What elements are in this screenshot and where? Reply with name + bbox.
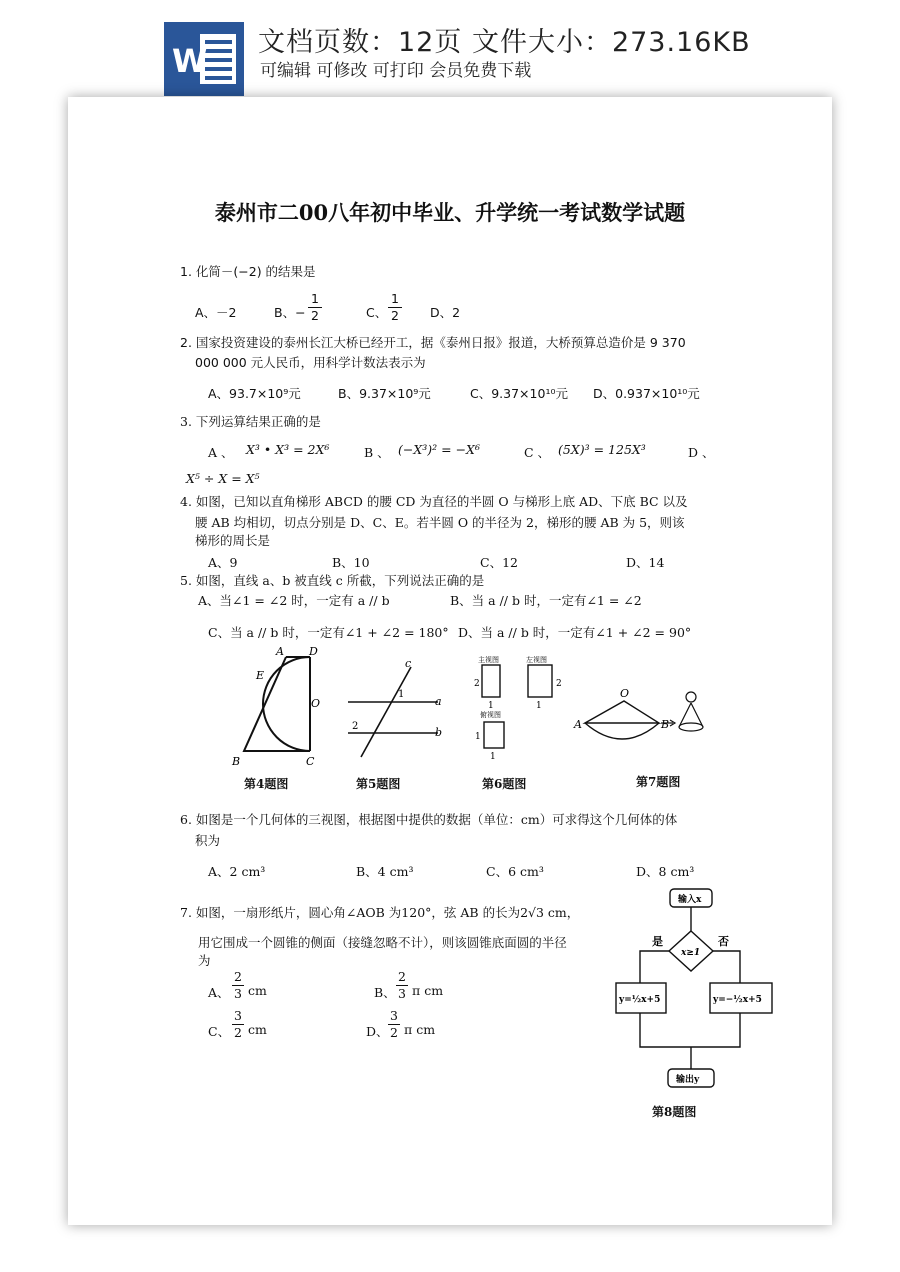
q1-b-den: 2 bbox=[311, 308, 319, 323]
q7-b-den: 3 bbox=[398, 986, 406, 1001]
q6-line1: 6. 如图是一个几何体的三视图，根据图中提供的数据（单位：cm）可求得这个几何体的体 bbox=[180, 812, 678, 827]
q3-option-d-label: D 、 bbox=[688, 445, 715, 460]
q7-option-c-fraction bbox=[232, 1008, 244, 1041]
q1-option-d: D、2 bbox=[430, 305, 461, 320]
q7-line2: 用它围成一个圆锥的侧面（接缝忽略不计），则该圆锥底面圆的半径 bbox=[198, 935, 567, 950]
fig5-label-2: 2 bbox=[352, 721, 359, 732]
fig7-label-o: O bbox=[620, 687, 630, 700]
q2-line1: 2. 国家投资建设的泰州长江大桥已经开工，据《泰州日报》报道，大桥预算总造价是 9 370 bbox=[180, 335, 686, 350]
q3-option-a: X³ • X³ = 2X⁶ bbox=[246, 442, 330, 457]
q7-c-num: 3 bbox=[232, 1008, 244, 1025]
q3-option-d: X⁵ ÷ X = X⁵ bbox=[186, 471, 260, 486]
fig4-label-o: O bbox=[311, 697, 321, 710]
q3-option-a-label: A 、 bbox=[208, 445, 234, 460]
word-logo-icon bbox=[164, 22, 244, 96]
fig5-label-b: b bbox=[435, 726, 443, 739]
fig6-caption: 第6题图 bbox=[482, 777, 527, 791]
q7-a-num: 2 bbox=[232, 969, 244, 986]
q7-line3: 为 bbox=[198, 953, 211, 968]
q1-text: 1. 化简－(−2) 的结果是 bbox=[180, 264, 316, 279]
q7-d-num: 3 bbox=[388, 1008, 400, 1025]
q6-option-d: D、8 cm³ bbox=[636, 864, 695, 879]
q4-option-c: C、12 bbox=[480, 555, 518, 570]
q1-b-num: 1 bbox=[308, 291, 322, 308]
q6-option-b: B、4 cm³ bbox=[356, 864, 414, 879]
fig7-caption: 第7题图 bbox=[636, 775, 681, 789]
q1-c-den: 2 bbox=[391, 308, 399, 323]
fig5-label-1: 1 bbox=[398, 689, 405, 700]
q7-option-c: C、 bbox=[208, 1024, 231, 1039]
q4-option-b: B、10 bbox=[332, 555, 370, 570]
logo-letter: W bbox=[172, 42, 208, 80]
fig8-right-box: y=−½x+5 bbox=[713, 995, 762, 1005]
q6-option-a: A、2 cm³ bbox=[208, 864, 266, 879]
q7-option-d-fraction bbox=[388, 1008, 400, 1041]
fig8-no-label: 否 bbox=[718, 935, 729, 948]
page-title: 泰州市二00八年初中毕业、升学统一考试数学试题 bbox=[214, 200, 686, 225]
q3-option-c: (5X)³ = 125X³ bbox=[558, 442, 646, 457]
q1-option-c-fraction bbox=[388, 291, 402, 324]
fig4-label-e: E bbox=[256, 669, 265, 682]
fig8-left-box: y=½x+5 bbox=[619, 995, 661, 1005]
q7-option-a-fraction bbox=[232, 969, 244, 1002]
fig4-label-b: B bbox=[232, 755, 241, 768]
q7-b-num: 2 bbox=[396, 969, 408, 986]
fig4-caption: 第4题图 bbox=[244, 777, 289, 791]
fig8-condition: x≥1 bbox=[681, 948, 701, 958]
figure-7 bbox=[573, 685, 713, 755]
figure-4 bbox=[220, 645, 335, 770]
fig7-label-a: A bbox=[574, 718, 582, 731]
q7-option-a-unit: cm bbox=[248, 983, 267, 998]
q4-line1: 4. 如图，已知以直角梯形 ABCD 的腰 CD 为直径的半圆 O 与梯形上底 AD、下底 BC 以及 bbox=[180, 494, 688, 509]
q7-option-d-unit: π cm bbox=[404, 1022, 436, 1037]
q4-line3: 梯形的周长是 bbox=[195, 533, 271, 548]
fig7-label-b: B bbox=[661, 718, 670, 731]
fig6-side-label: 左视图 bbox=[526, 656, 547, 664]
q6-option-c: C、6 cm³ bbox=[486, 864, 544, 879]
figure-5 bbox=[343, 657, 448, 767]
q2-option-b: B、9.37×10⁹元 bbox=[338, 386, 431, 401]
q7-option-a: A、 bbox=[208, 985, 230, 1000]
q7-line1: 7. 如图，一扇形纸片，圆心角∠AOB 为120°，弦 AB 的长为2√3 cm， bbox=[180, 905, 580, 920]
fig6-top-label: 俯视图 bbox=[480, 711, 501, 719]
q7-option-b: B、 bbox=[374, 985, 396, 1000]
fig5-caption: 第5题图 bbox=[356, 777, 401, 791]
fig4-label-c: C bbox=[306, 755, 315, 768]
q7-option-d: D、 bbox=[366, 1024, 389, 1039]
q5-option-a: A、当∠1 = ∠2 时，一定有 a // b bbox=[198, 593, 390, 608]
figure-6 bbox=[472, 654, 568, 770]
fig6-front-label: 主视图 bbox=[478, 656, 499, 664]
figure-8-flowchart bbox=[608, 887, 788, 1107]
fig6-dim-4: 1 bbox=[536, 701, 542, 711]
q2-option-d: D、0.937×10¹⁰元 bbox=[593, 386, 700, 401]
fig6-dim-3: 2 bbox=[556, 679, 562, 689]
q7-a-den: 3 bbox=[234, 986, 242, 1001]
q1-option-a: A、－2 bbox=[195, 305, 237, 320]
q2-option-a: A、93.7×10⁹元 bbox=[208, 386, 301, 401]
fig6-dim-1: 2 bbox=[474, 679, 480, 689]
q3-option-b: (−X³)² = −X⁶ bbox=[398, 442, 480, 457]
q3-option-b-label: B 、 bbox=[364, 445, 390, 460]
q4-line2: 腰 AB 均相切，切点分别是 D、C、E。若半圆 O 的半径为 2，梯形的腰 AB 为 5，则该 bbox=[195, 515, 685, 530]
q1-option-b-fraction bbox=[308, 291, 322, 324]
q4-option-d: D、14 bbox=[626, 555, 665, 570]
q1-option-c: C、 bbox=[366, 305, 388, 320]
q7-option-b-fraction bbox=[396, 969, 408, 1002]
q1-c-num: 1 bbox=[388, 291, 402, 308]
q7-d-den: 2 bbox=[390, 1025, 398, 1040]
doc-info-title: 文档页数：12页 文件大小：273.16KB bbox=[258, 27, 751, 58]
fig6-dim-6: 1 bbox=[490, 752, 496, 762]
doc-info-subtitle: 可编辑 可修改 可打印 会员免费下载 bbox=[260, 61, 532, 81]
q5-option-b: B、当 a // b 时，一定有∠1 = ∠2 bbox=[450, 593, 642, 608]
fig5-label-a: a bbox=[435, 695, 442, 708]
q3-text: 3. 下列运算结果正确的是 bbox=[180, 414, 321, 429]
q4-option-a: A、9 bbox=[208, 555, 238, 570]
q2-option-c: C、9.37×10¹⁰元 bbox=[470, 386, 568, 401]
fig5-label-c: c bbox=[405, 657, 412, 670]
fig8-caption: 第8题图 bbox=[652, 1105, 697, 1119]
fig6-dim-2: 1 bbox=[488, 701, 494, 711]
q5-option-c: C、当 a // b 时，一定有∠1 + ∠2 = 180° bbox=[208, 625, 449, 640]
fig8-input-label: 输入x bbox=[678, 895, 702, 905]
fig8-yes-label: 是 bbox=[652, 935, 663, 948]
fig8-output-label: 输出y bbox=[676, 1075, 700, 1085]
q5-option-d: D、当 a // b 时，一定有∠1 + ∠2 = 90° bbox=[458, 625, 692, 640]
fig4-label-a: A bbox=[276, 645, 284, 658]
q7-option-c-unit: cm bbox=[248, 1022, 267, 1037]
q7-c-den: 2 bbox=[234, 1025, 242, 1040]
q6-line2: 积为 bbox=[195, 833, 221, 848]
q2-line2: 000 000 元人民币，用科学计数法表示为 bbox=[195, 355, 426, 370]
q1-option-b: B、− bbox=[274, 305, 306, 320]
fig6-dim-5: 1 bbox=[475, 732, 481, 742]
q5-text: 5. 如图，直线 a、b 被直线 c 所截，下列说法正确的是 bbox=[180, 573, 485, 588]
q7-option-b-unit: π cm bbox=[412, 983, 444, 998]
fig4-label-d: D bbox=[309, 645, 318, 658]
document-page bbox=[68, 97, 832, 1225]
q3-option-c-label: C 、 bbox=[524, 445, 551, 460]
